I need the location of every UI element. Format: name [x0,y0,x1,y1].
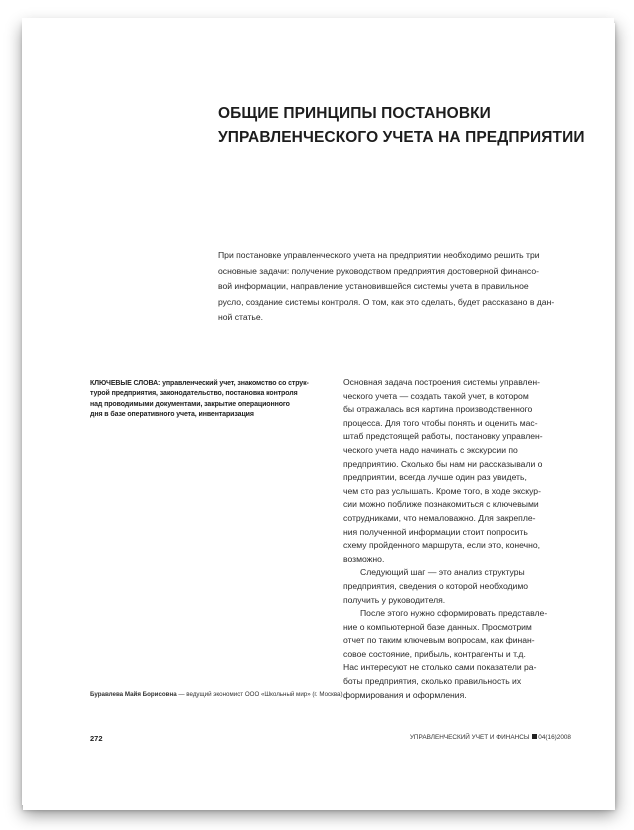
author-name: Буравлева Майя Борисовна [90,691,177,698]
lead-line: вой информации, направление установившейся системы учета в правильное [218,281,529,292]
article-title-line: ОБЩИЕ ПРИНЦИПЫ ПОСТАНОВКИ [218,105,491,122]
body-line: предприятии, всегда лучше один раз увидеть, [343,472,527,483]
body-line: формирования и оформления. [343,689,467,700]
square-separator-icon [532,734,537,739]
body-line: боты предприятия, сколько правильность их [343,676,522,687]
body-line: совое состояние, прибыль, контрагенты и т.д. [343,648,526,659]
body-line: получить у руководителя. [343,594,446,605]
keywords-line: дня в базе оперативного учета, инвентаризация [90,410,254,418]
author-info [90,690,380,699]
keywords-block [90,379,326,420]
body-line: отчет по таким ключевым вопросам, как финан- [343,635,535,646]
body-line: сотрудниками, что немаловажно. Для закрепле- [343,512,536,523]
body-line: бы отражалась вся картина производственного [343,404,533,415]
article-lead [218,248,570,326]
body-line: процесса. Для того чтобы понять и оценить мас- [343,417,538,428]
body-line: возможно. [343,553,385,564]
body-line: ческого учета — создать такой учет, в котором [343,390,529,401]
body-line: предприятию. Сколько бы нам ни рассказывали о [343,458,543,469]
keywords-line [90,379,326,389]
body-line: штаб предстоящей работы, постановку управлен- [343,431,543,442]
journal-footer [409,734,571,741]
article-body [343,376,571,702]
magazine-page [22,18,614,805]
body-line: ческого учета надо начинать с экскурсии по [343,444,518,455]
body-line: сии можно поближе познакомиться с ключевыми [343,499,539,510]
lead-line: русло, создание системы контроля. О том, как это сделать, будет рассказано в дан- [218,296,555,307]
article-title [218,102,598,150]
body-line: После этого нужно сформировать представле- [360,608,548,619]
body-line: схему пройденного маршрута, если это, конечно, [343,540,541,551]
article-title-line: УПРАВЛЕНЧЕСКОГО УЧЕТА НА ПРЕДПРИЯТИИ [218,129,585,146]
lead-line: ной статье. [218,312,264,323]
journal-name: УПРАВЛЕНЧЕСКИЙ УЧЕТ И ФИНАНСЫ [409,734,530,741]
body-line: ние о компьютерной базе данных. Просмотрим [343,621,532,632]
keywords-line: над проводимыми документами, закрытие операционного [90,400,290,408]
body-line: Нас интересуют не столько сами показатели ра- [343,662,537,673]
lead-line: основные задачи: получение руководством предприятия достоверной финансо- [218,265,539,276]
lead-line: При постановке управленческого учета на предприятии необходимо решить три [218,250,540,260]
body-line: ния полученной информации стоит попросить [343,526,528,537]
keywords-label: КЛЮЧЕВЫЕ СЛОВА: [90,380,161,387]
body-line: предприятия, сведения о которой необходимо [343,580,529,591]
journal-issue: 04(16)2008 [538,734,571,741]
keywords-line: турой предприятия, законодательство, постановка контроля [90,390,298,398]
keywords-text: управленческий учет, знакомство со струк- [160,380,309,387]
author-role: — ведущий экономист ООО «Школьный мир» (г. Москва) [176,691,343,698]
body-line: Следующий шаг — это анализ структуры [360,567,525,578]
body-line: Основная задача построения системы управлен- [343,377,540,387]
page-number: 272 [90,734,103,743]
body-line: чем сто раз услышать. Кроме того, в ходе экскур- [343,485,541,496]
